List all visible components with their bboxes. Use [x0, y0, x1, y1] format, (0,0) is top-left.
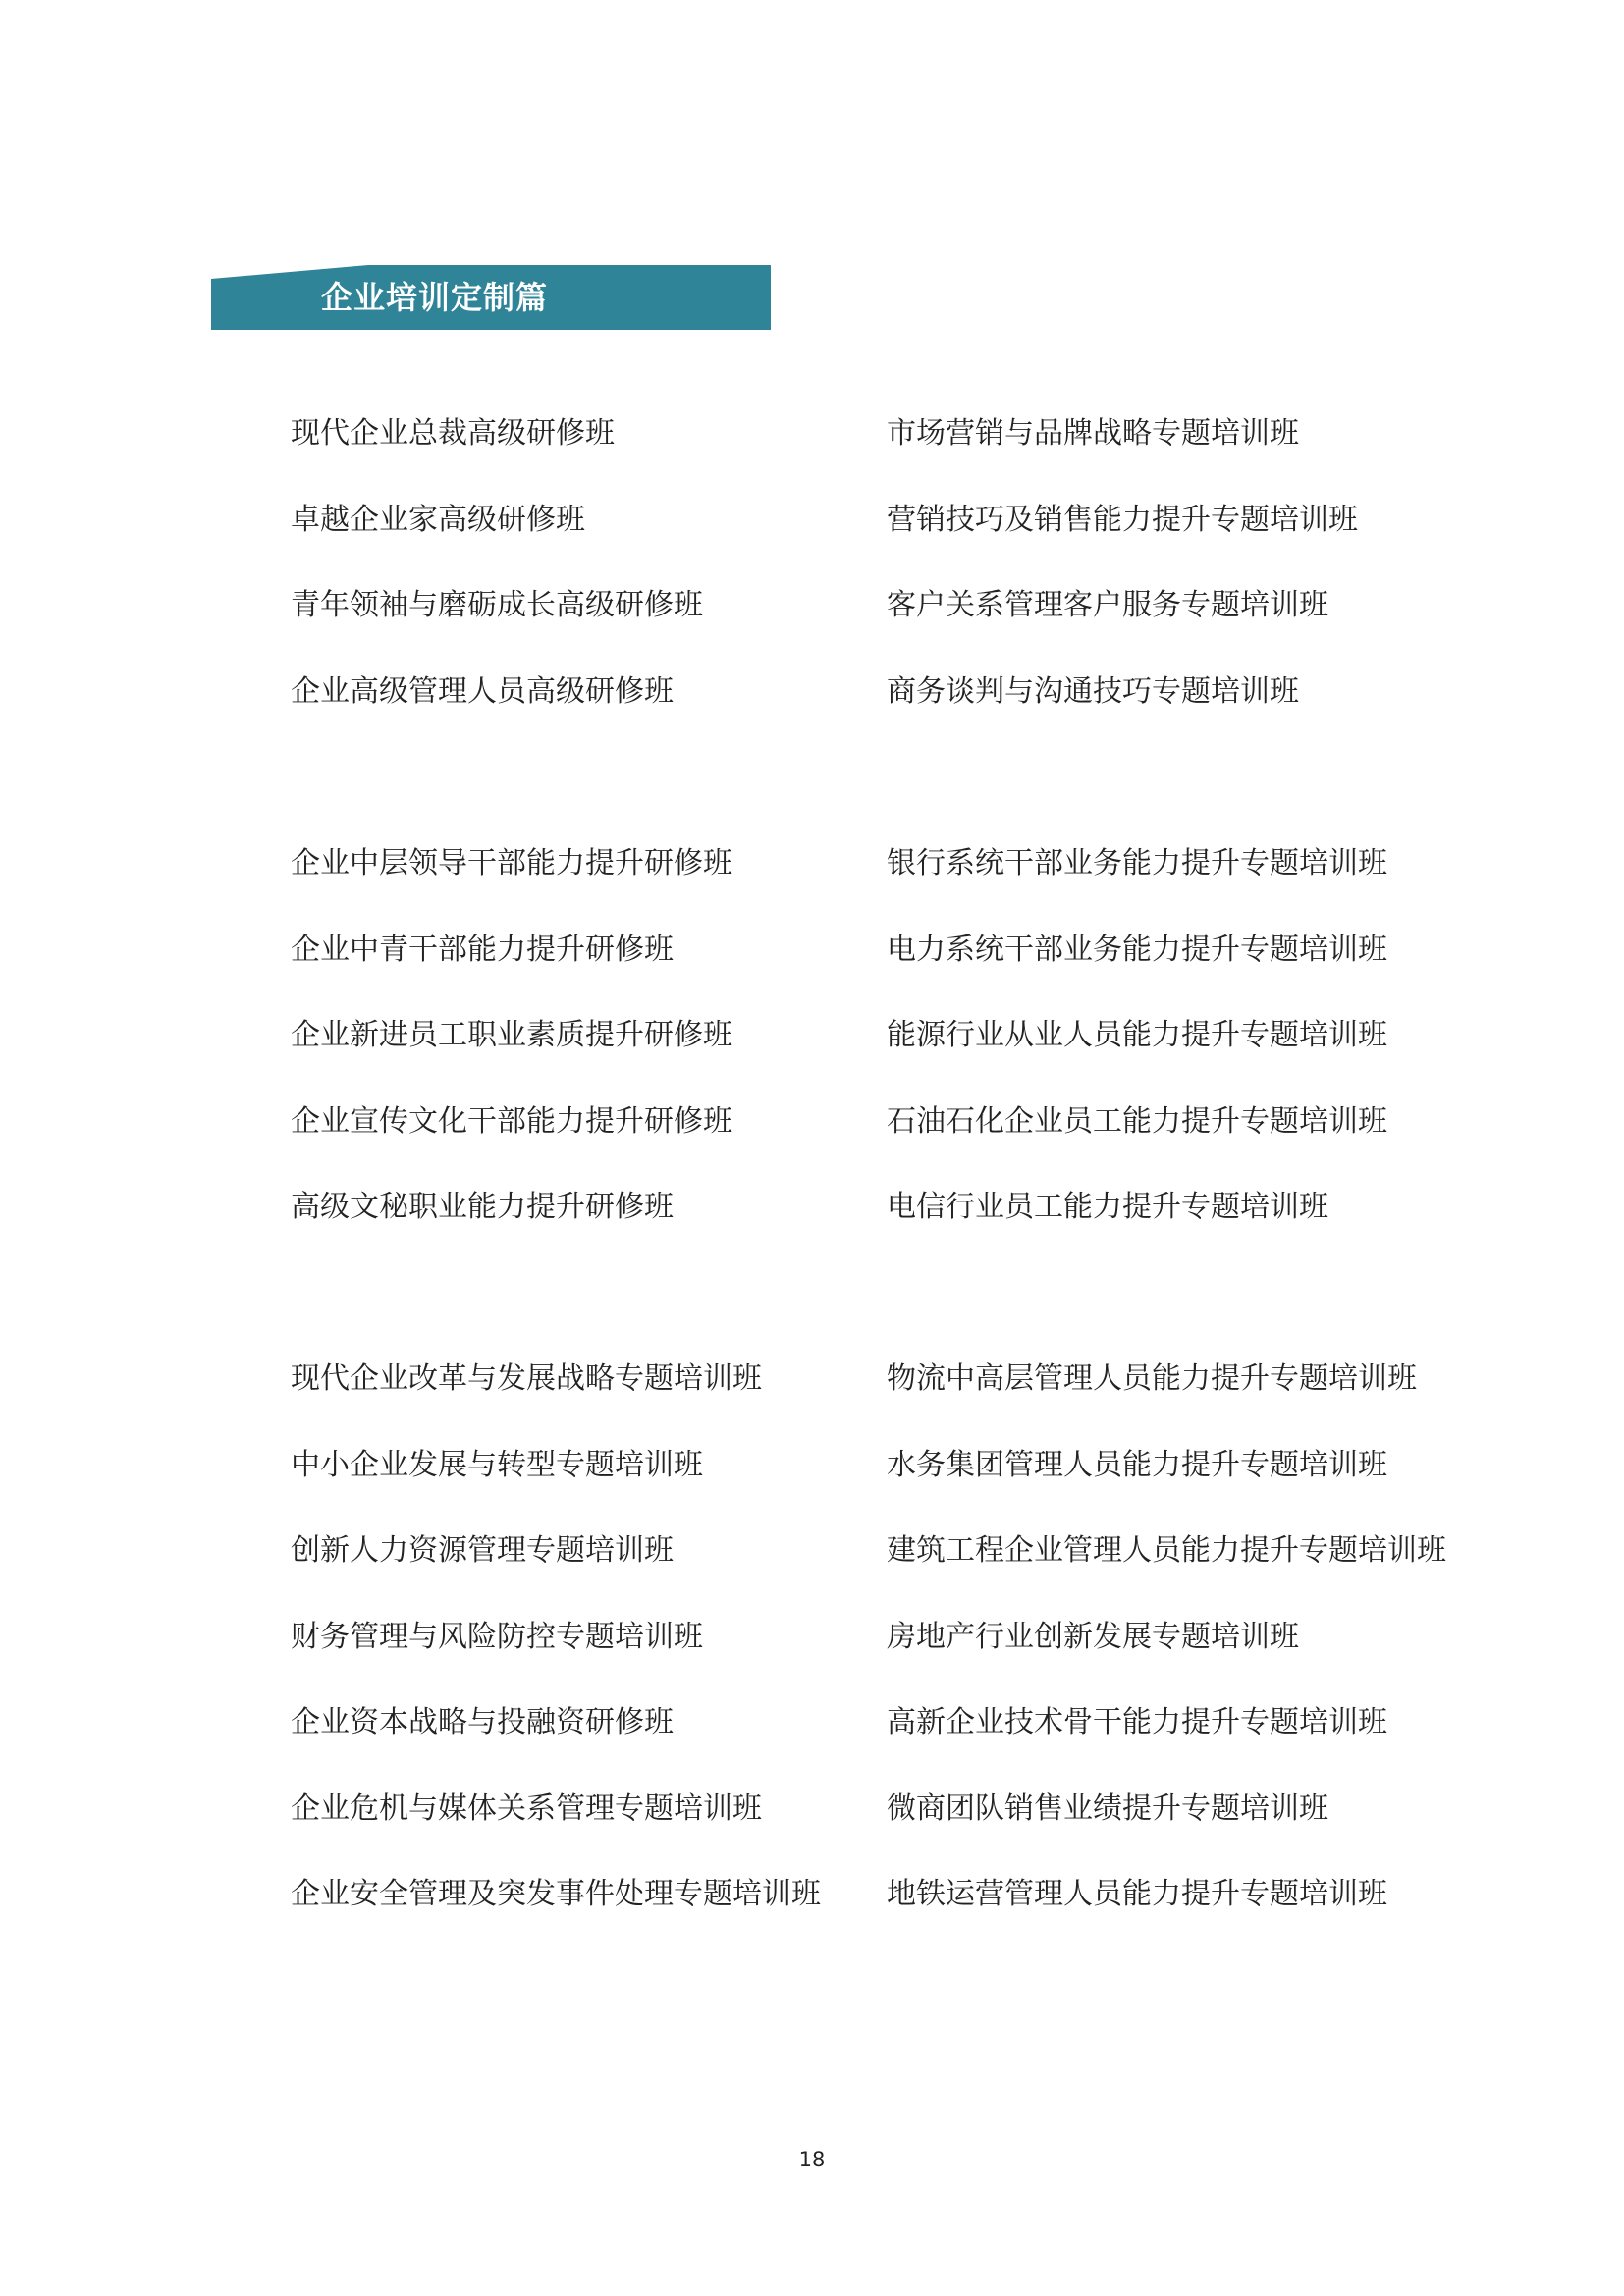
course-item: 现代企业总裁高级研修班 [291, 416, 615, 451]
course-item: 企业危机与媒体关系管理专题培训班 [291, 1791, 762, 1826]
course-item: 地铁运营管理人员能力提升专题培训班 [887, 1877, 1387, 1911]
course-item: 卓越企业家高级研修班 [291, 503, 585, 537]
course-item: 市场营销与品牌战略专题培训班 [887, 416, 1299, 451]
page-number: 18 [798, 2148, 826, 2171]
course-item: 企业安全管理及突发事件处理专题培训班 [291, 1877, 821, 1911]
course-item: 企业高级管理人员高级研修班 [291, 674, 674, 709]
course-item: 石油石化企业员工能力提升专题培训班 [887, 1104, 1387, 1139]
course-item: 企业中层领导干部能力提升研修班 [291, 846, 732, 881]
course-item: 能源行业从业人员能力提升专题培训班 [887, 1018, 1387, 1052]
course-item: 企业资本战略与投融资研修班 [291, 1705, 674, 1739]
course-item: 房地产行业创新发展专题培训班 [887, 1620, 1299, 1654]
course-item: 电信行业员工能力提升专题培训班 [887, 1190, 1328, 1224]
course-item: 客户关系管理客户服务专题培训班 [887, 588, 1328, 622]
course-item: 建筑工程企业管理人员能力提升专题培训班 [887, 1533, 1446, 1568]
course-item: 青年领袖与磨砺成长高级研修班 [291, 588, 703, 622]
course-item: 高级文秘职业能力提升研修班 [291, 1190, 674, 1224]
course-item: 营销技巧及销售能力提升专题培训班 [887, 503, 1358, 537]
course-item: 创新人力资源管理专题培训班 [291, 1533, 674, 1568]
course-item: 企业新进员工职业素质提升研修班 [291, 1018, 732, 1052]
course-item: 财务管理与风险防控专题培训班 [291, 1620, 703, 1654]
course-item: 高新企业技术骨干能力提升专题培训班 [887, 1705, 1387, 1739]
course-item: 银行系统干部业务能力提升专题培训班 [887, 846, 1387, 881]
course-item: 物流中高层管理人员能力提升专题培训班 [887, 1362, 1417, 1396]
course-item: 企业宣传文化干部能力提升研修班 [291, 1104, 732, 1139]
banner-corner-decoration [211, 265, 368, 279]
section-title: 企业培训定制篇 [321, 279, 549, 316]
course-item: 现代企业改革与发展战略专题培训班 [291, 1362, 762, 1396]
course-item: 水务集团管理人员能力提升专题培训班 [887, 1448, 1387, 1482]
course-item: 中小企业发展与转型专题培训班 [291, 1448, 703, 1482]
course-item: 微商团队销售业绩提升专题培训班 [887, 1791, 1328, 1826]
course-item: 企业中青干部能力提升研修班 [291, 933, 674, 967]
course-item: 电力系统干部业务能力提升专题培训班 [887, 933, 1387, 967]
course-item: 商务谈判与沟通技巧专题培训班 [887, 674, 1299, 709]
